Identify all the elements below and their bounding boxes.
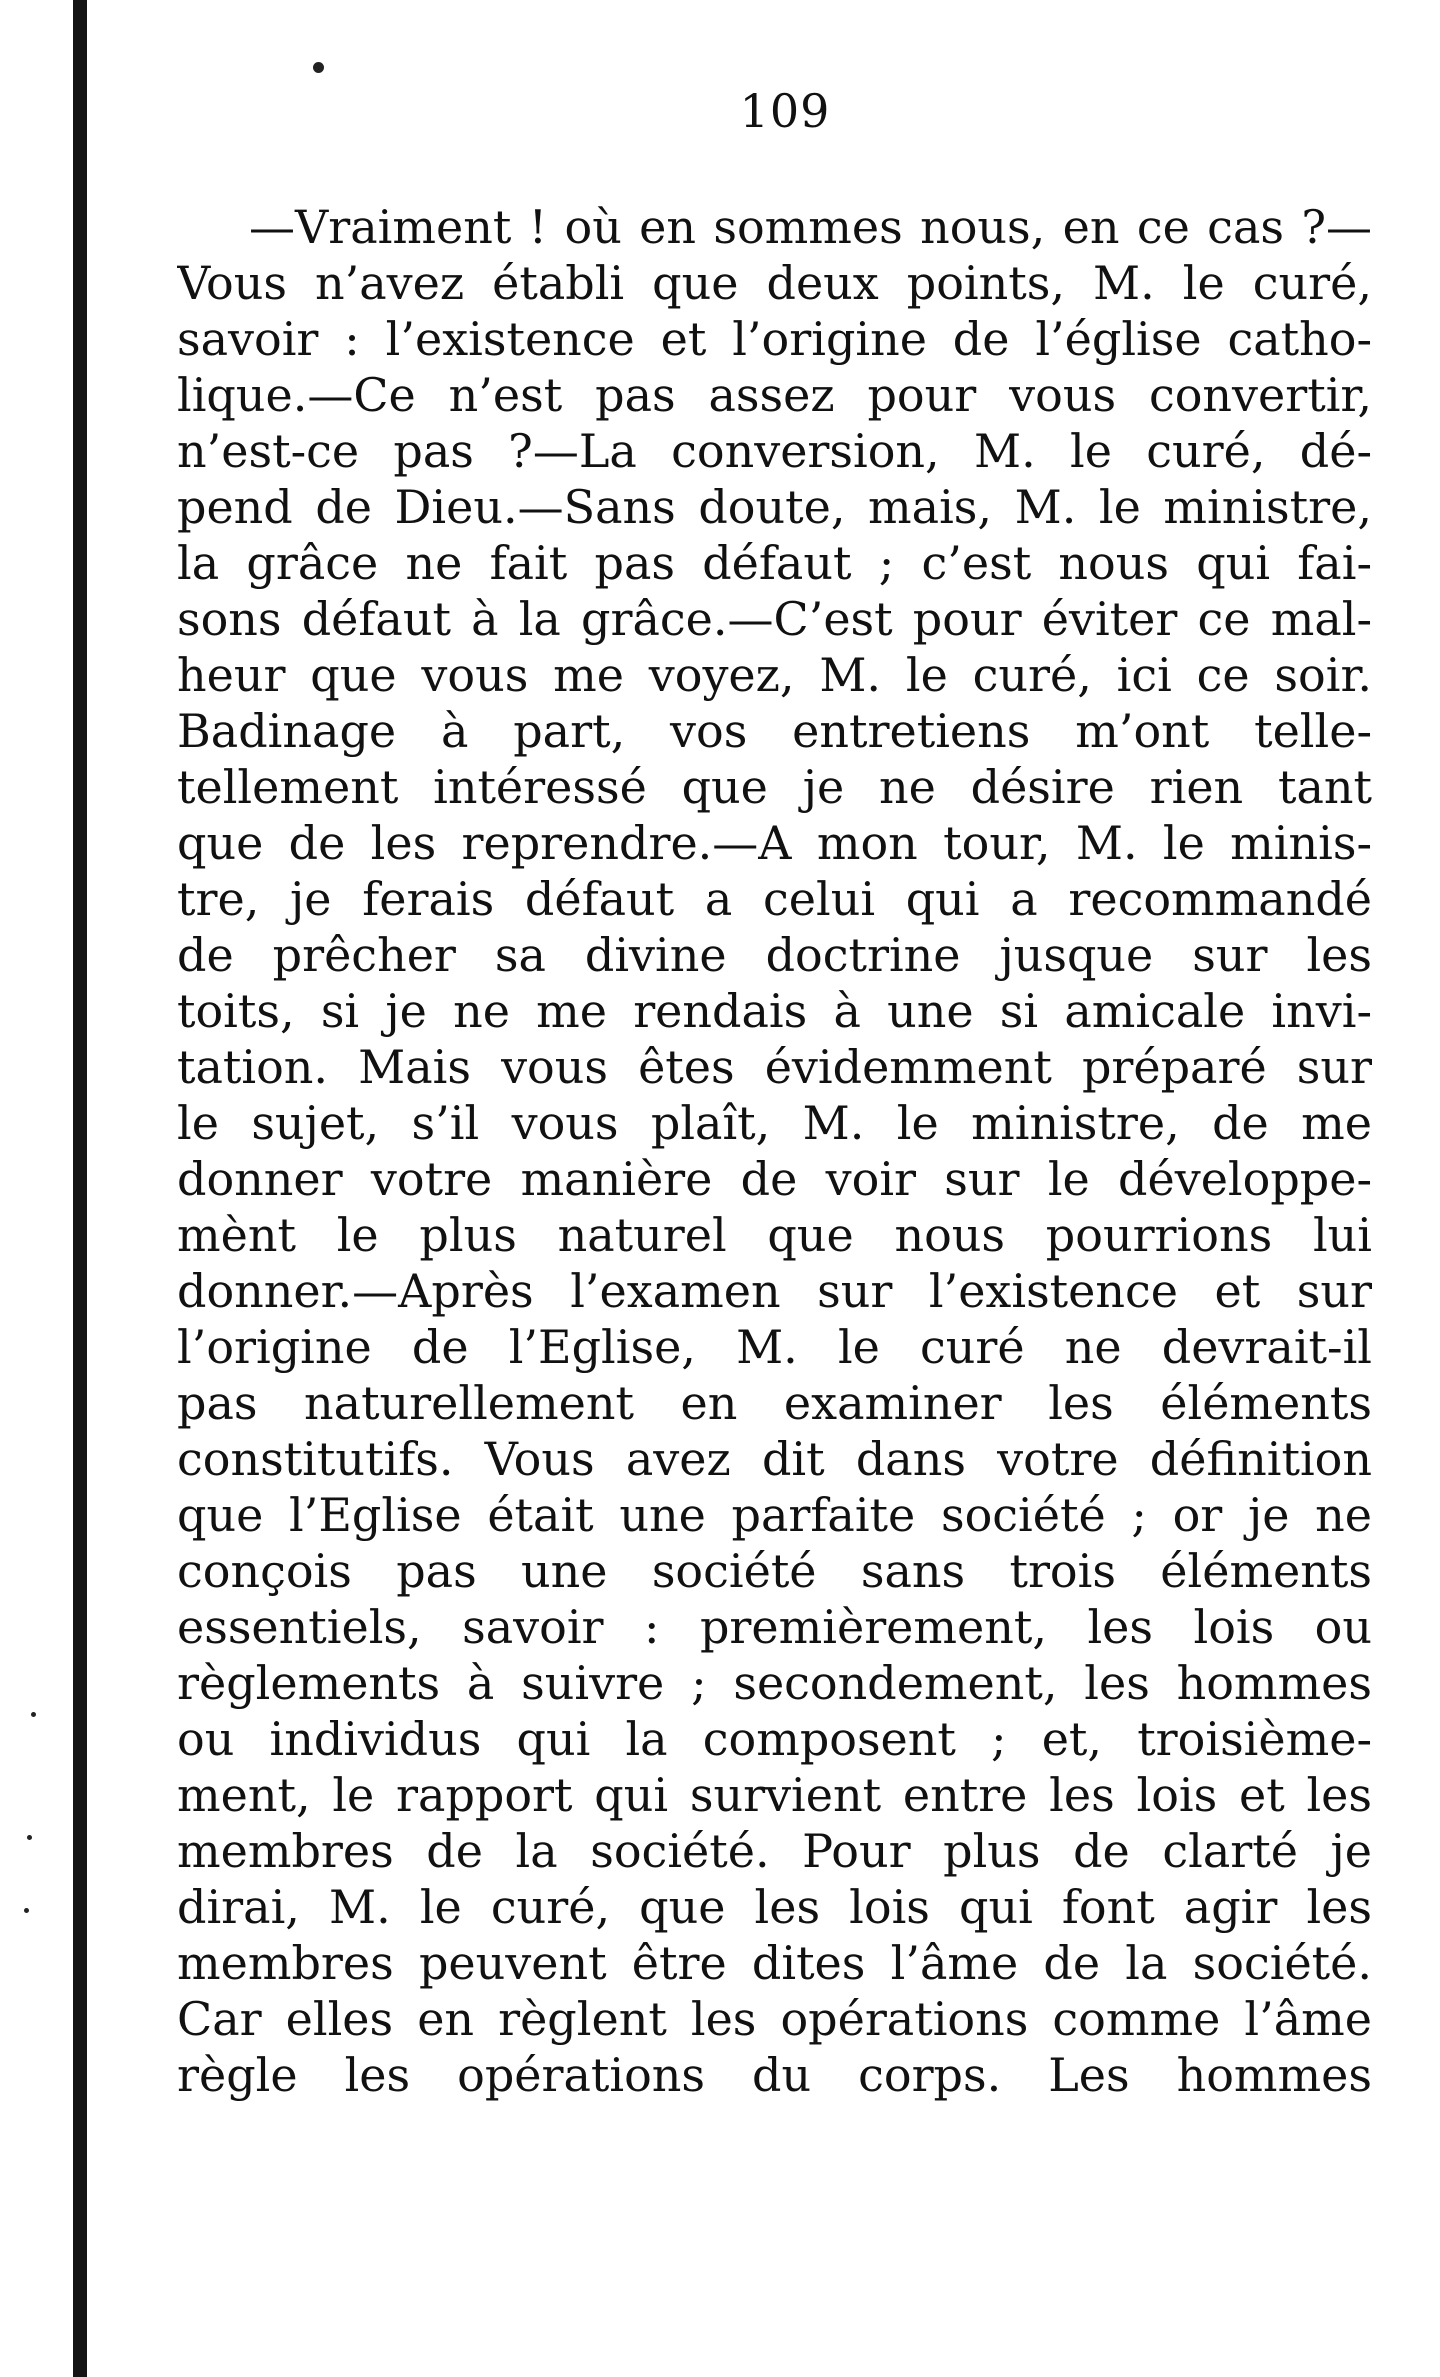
text-line: tellement intéressé que je ne désire rien tant xyxy=(177,760,1372,814)
text-line: donner votre manière de voir sur le développe- xyxy=(177,1152,1372,1206)
text-line: tation. Mais vous êtes évidemment préparé sur xyxy=(177,1040,1372,1094)
ink-speck xyxy=(313,62,324,73)
text-line: tre, je ferais défaut a celui qui a recommandé xyxy=(177,872,1372,926)
text-line: le sujet, s’il vous plaît, M. le ministre, de me xyxy=(177,1096,1372,1150)
text-line: la grâce ne fait pas défaut ; c’est nous qui fai- xyxy=(177,536,1372,590)
text-line: savoir : l’existence et l’origine de l’église catho- xyxy=(177,312,1372,366)
ink-speck xyxy=(31,1712,36,1717)
body-text xyxy=(177,199,1372,2103)
text-line: dirai, M. le curé, que les lois qui font agir les xyxy=(177,1880,1372,1934)
text-line: ou individus qui la composent ; et, troisième- xyxy=(177,1712,1372,1766)
text-line: règle les opérations du corps. Les hommes xyxy=(177,2048,1372,2102)
text-line: Badinage à part, vos entretiens m’ont telle- xyxy=(177,704,1372,758)
text-line: Vous n’avez établi que deux points, M. le curé, xyxy=(177,256,1372,310)
text-line: membres de la société. Pour plus de clarté je xyxy=(177,1824,1372,1878)
ink-speck xyxy=(24,1908,29,1913)
text-line: l’origine de l’Eglise, M. le curé ne devrait-il xyxy=(177,1320,1372,1374)
page-binding-edge xyxy=(73,0,87,2377)
text-line: de prêcher sa divine doctrine jusque sur les xyxy=(177,928,1372,982)
text-line: membres peuvent être dites l’âme de la société. xyxy=(177,1936,1372,1990)
text-line: sons défaut à la grâce.—C’est pour éviter ce mal- xyxy=(177,592,1372,646)
page-number: 109 xyxy=(739,84,831,138)
text-line: —Vraiment ! où en sommes nous, en ce cas ?— xyxy=(249,200,1372,254)
text-line: règlements à suivre ; secondement, les hommes xyxy=(177,1656,1372,1710)
text-line: Car elles en règlent les opérations comme l’âme xyxy=(177,1992,1372,2046)
ink-speck xyxy=(27,1835,32,1840)
text-line: pend de Dieu.—Sans doute, mais, M. le ministre, xyxy=(177,480,1372,534)
text-line: n’est-ce pas ?—La conversion, M. le curé, dé- xyxy=(177,424,1372,478)
text-line: heur que vous me voyez, M. le curé, ici ce soir. xyxy=(177,648,1372,702)
text-line: que de les reprendre.—A mon tour, M. le minis- xyxy=(177,816,1372,870)
text-line: lique.—Ce n’est pas assez pour vous convertir, xyxy=(177,368,1372,422)
text-line: conçois pas une société sans trois éléments xyxy=(177,1544,1372,1598)
text-line: essentiels, savoir : premièrement, les lois ou xyxy=(177,1600,1372,1654)
text-line: que l’Eglise était une parfaite société ; or je ne xyxy=(177,1488,1372,1542)
text-line: constitutifs. Vous avez dit dans votre définition xyxy=(177,1432,1372,1486)
text-line: mènt le plus naturel que nous pourrions lui xyxy=(177,1208,1372,1262)
text-line: donner.—Après l’examen sur l’existence et sur xyxy=(177,1264,1372,1318)
text-line: toits, si je ne me rendais à une si amicale invi- xyxy=(177,984,1372,1038)
text-line: ment, le rapport qui survient entre les lois et les xyxy=(177,1768,1372,1822)
text-line: pas naturellement en examiner les éléments xyxy=(177,1376,1372,1430)
